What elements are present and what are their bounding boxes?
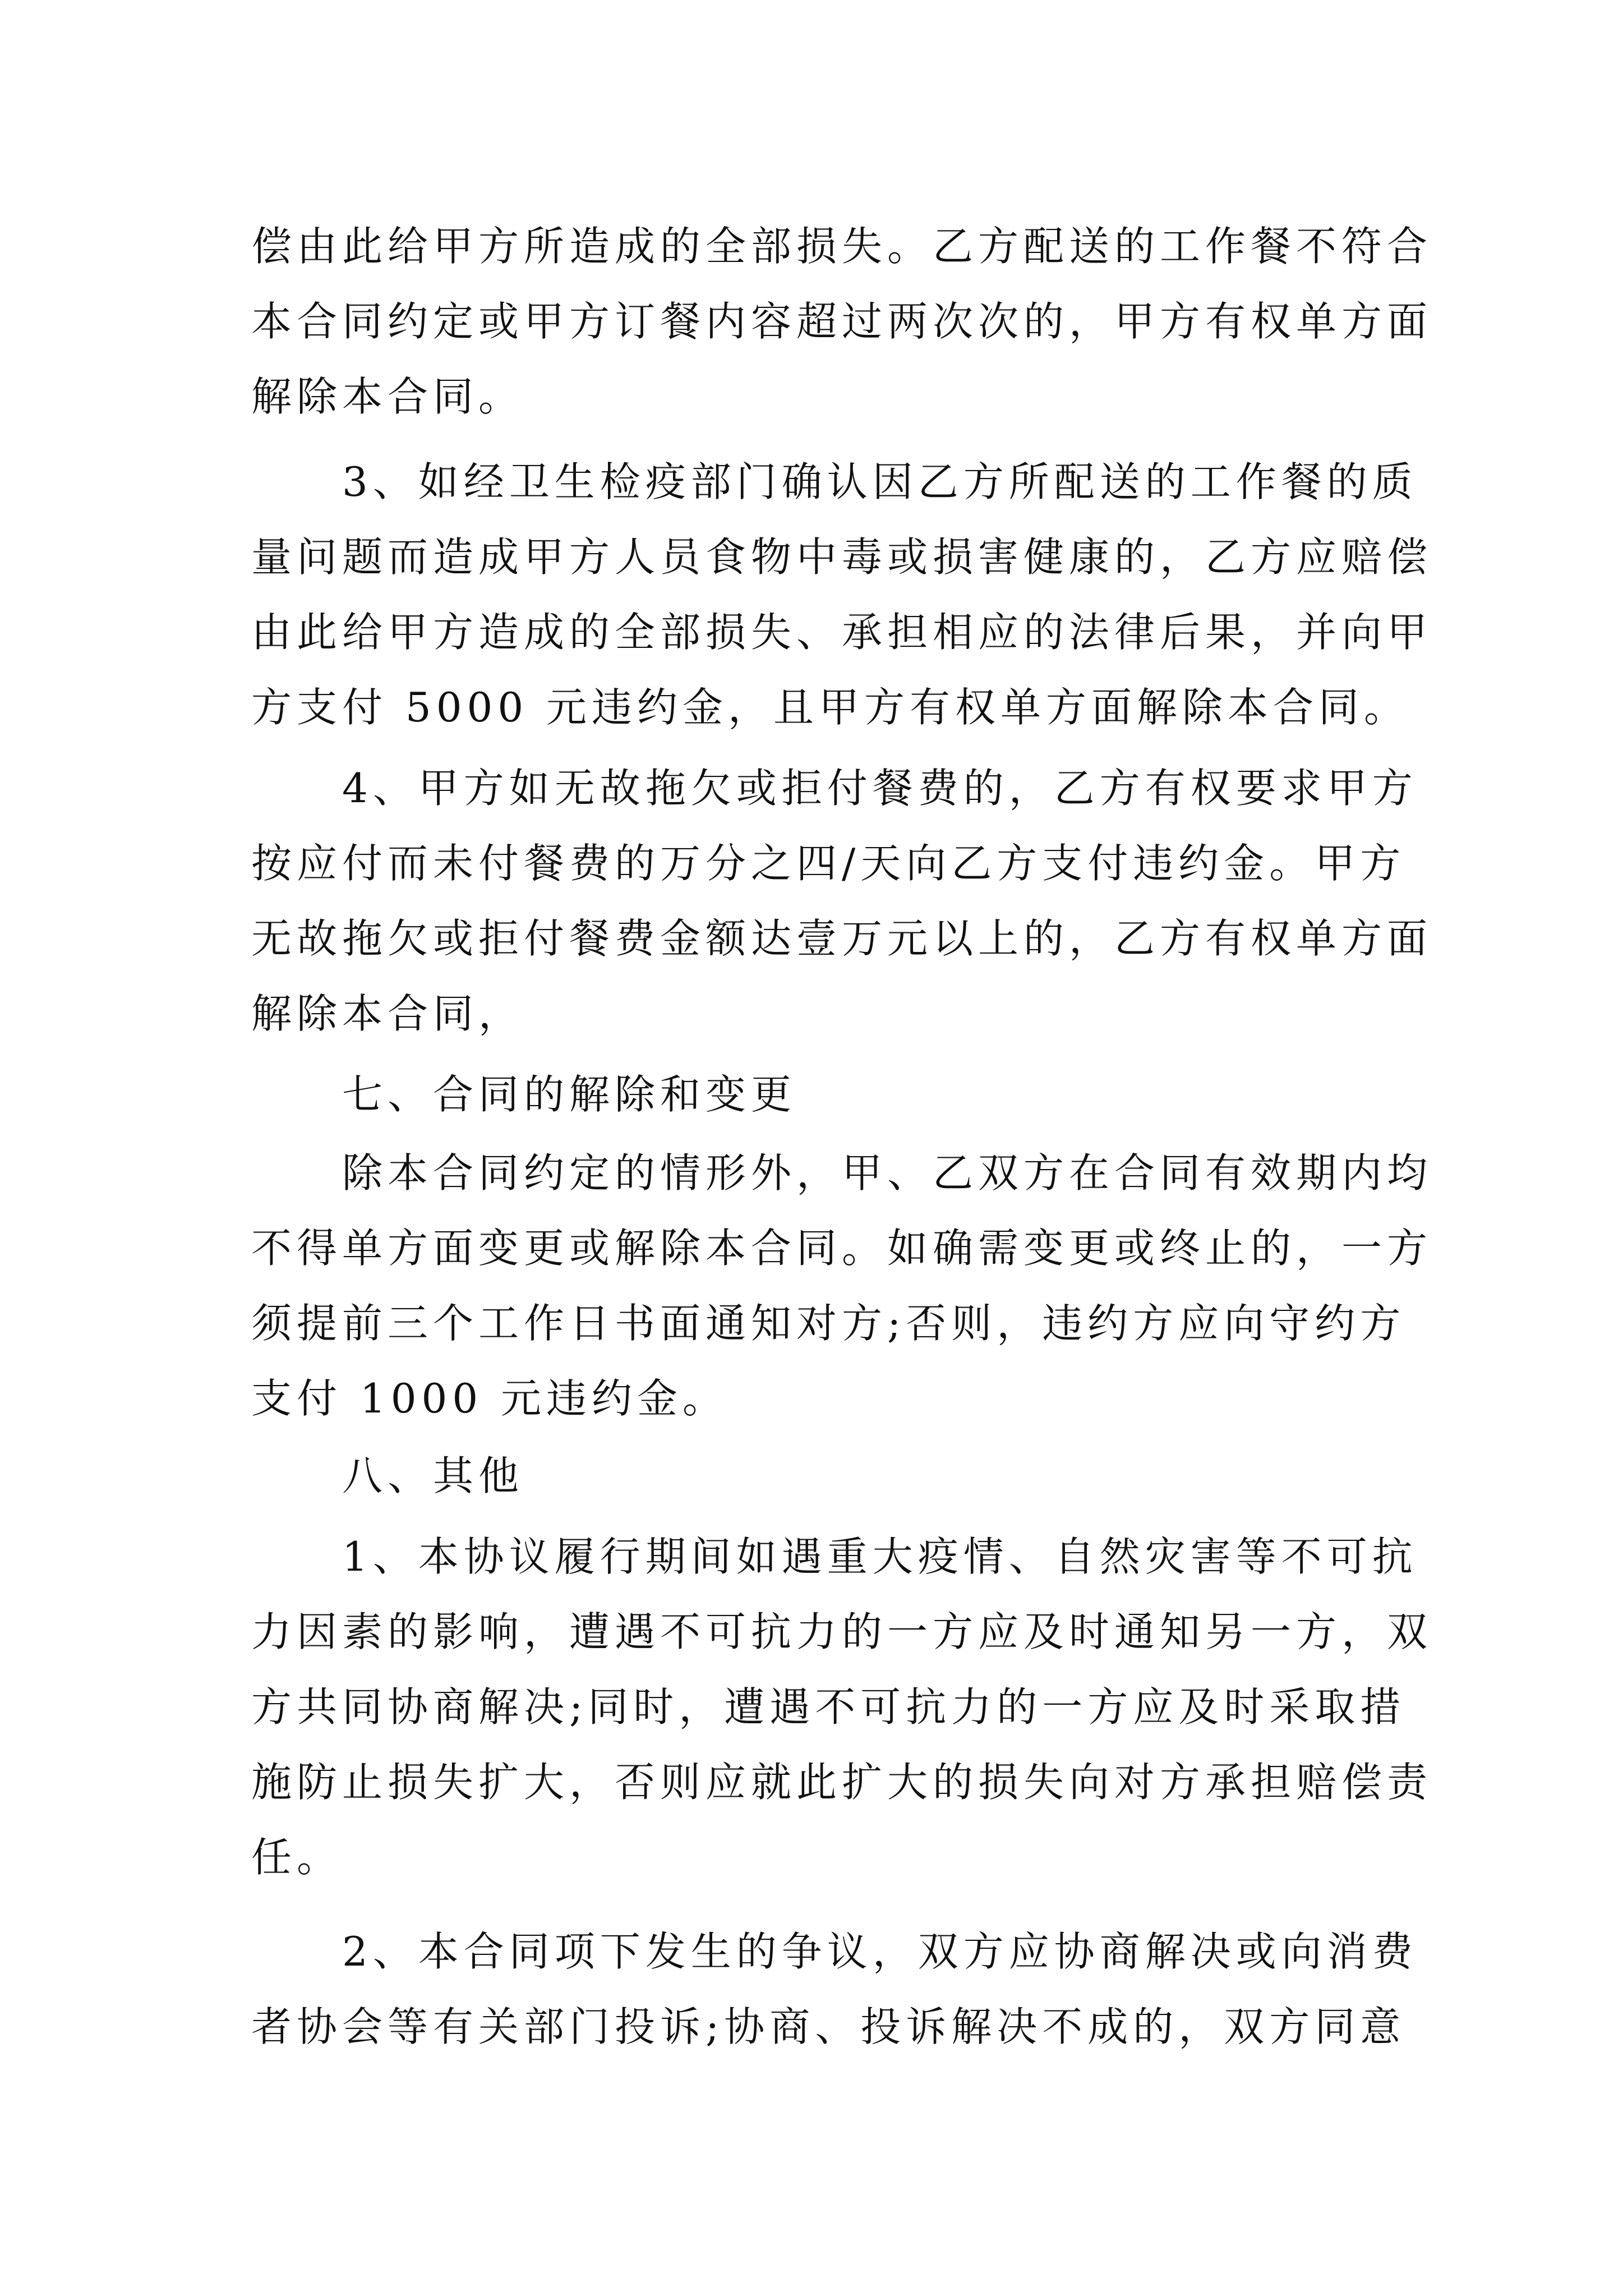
text-line: 方共同协商解决;同时，遭遇不可抗力的一方应及时采取措 [251, 1683, 1406, 1731]
text-line: 八、其他 [342, 1452, 524, 1499]
text-line: 除本合同约定的情形外，甲、乙双方在合同有效期内均 [342, 1149, 1433, 1197]
text-line: 方支付 5000 元违约金，且甲方有权单方面解除本合同。 [251, 684, 1410, 731]
text-line: 由此给甲方造成的全部损失、承担相应的法律后果，并向甲 [251, 609, 1433, 656]
text-line: 不得单方面变更或解除本合同。如确需变更或终止的，一方 [251, 1225, 1433, 1272]
text-line: 解除本合同。 [251, 373, 524, 420]
text-line: 须提前三个工作日书面通知对方;否则，违约方应向守约方 [251, 1300, 1406, 1347]
text-line: 量问题而造成甲方人员食物中毒或损害健康的，乙方应赔偿 [251, 533, 1433, 581]
text-line: 力因素的影响，遭遇不可抗力的一方应及时通知另一方，双 [251, 1608, 1433, 1655]
text-line: 4、甲方如无故拖欠或拒付餐费的，乙方有权要求甲方 [342, 765, 1418, 812]
text-line: 1、本协议履行期间如遇重大疫情、自然灾害等不可抗 [342, 1533, 1418, 1580]
text-line: 支付 1000 元违约金。 [251, 1375, 728, 1422]
text-line: 七、合同的解除和变更 [342, 1071, 797, 1118]
text-line: 无故拖欠或拒付餐费金额达壹万元以上的，乙方有权单方面 [251, 915, 1433, 962]
text-line: 解除本合同， [251, 990, 524, 1037]
text-line: 者协会等有关部门投诉;协商、投诉解决不成的，双方同意 [251, 2003, 1406, 2050]
text-line: 施防止损失扩大，否则应就此扩大的损失向对方承担赔偿责 [251, 1759, 1433, 1806]
text-line: 偿由此给甲方所造成的全部损失。乙方配送的工作餐不符合 [251, 223, 1433, 270]
text-line: 任。 [251, 1834, 343, 1881]
text-line: 3、如经卫生检疫部门确认因乙方所配送的工作餐的质 [342, 458, 1418, 505]
text-line: 2、本合同项下发生的争议，双方应协商解决或向消费 [342, 1928, 1418, 1975]
text-line: 按应付而未付餐费的万分之四/天向乙方支付违约金。甲方 [251, 840, 1406, 887]
text-line: 本合同约定或甲方订餐内容超过两次次的，甲方有权单方面 [251, 298, 1433, 345]
